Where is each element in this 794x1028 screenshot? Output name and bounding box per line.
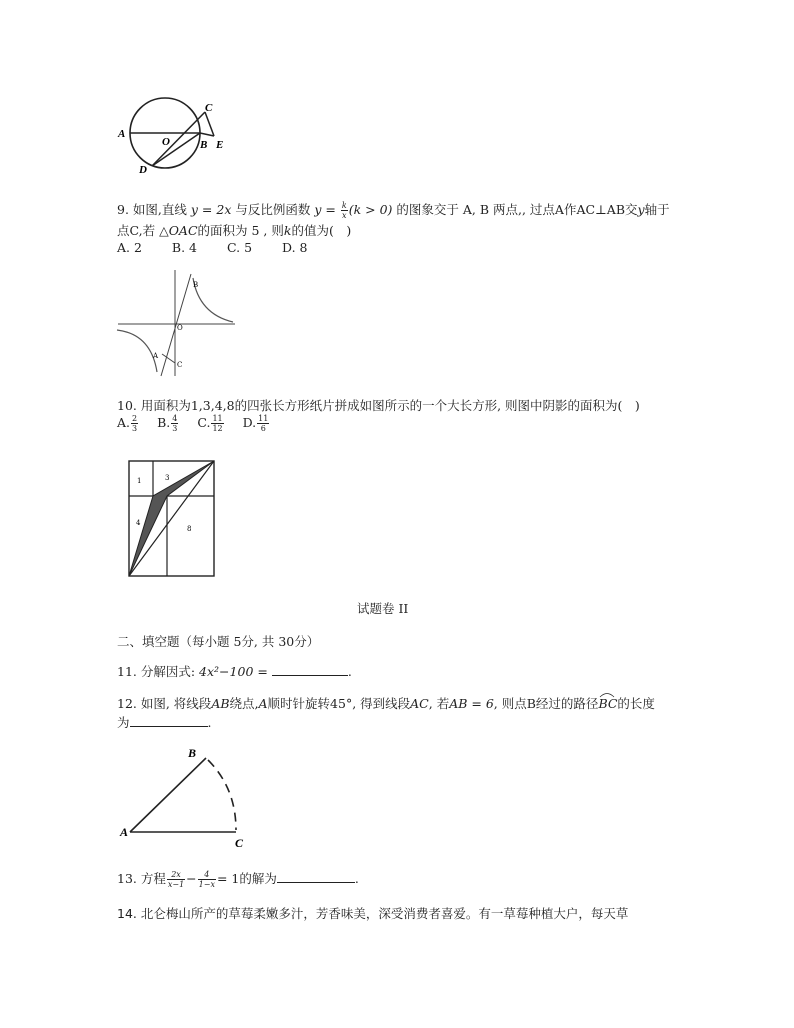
q13-period: .	[354, 871, 359, 886]
q9-var-k: k	[283, 223, 292, 238]
q13-minus: −	[186, 871, 197, 886]
q12-text: 12. 如图, 将线段	[117, 696, 212, 711]
q8-circle-figure	[110, 95, 230, 180]
q10-area-4: 4	[136, 519, 141, 527]
q13-fraction-1: $\frac{2x}{x-1}$	[167, 870, 185, 889]
q13-answer-blank[interactable]	[277, 870, 355, 883]
q12-label-C: C	[235, 836, 244, 850]
q14-stem: 14. 北仑梅山所产的草莓柔嫩多汁，芳香味美，深受消费者喜爱。有一草莓种植大户，每天草	[117, 906, 629, 921]
q9-text: 的面积为 5 , 则	[197, 223, 284, 238]
q9-label-B: B	[193, 281, 199, 289]
q13-fraction-2: $\frac{4}{1-x}$	[198, 870, 215, 889]
q9-graph-figure	[115, 268, 245, 380]
q12-text: 的长度	[617, 696, 655, 711]
q10-rectangle-figure	[127, 459, 217, 579]
q12-seg-ac: AC	[410, 696, 429, 711]
q9-condition: (k > 0)	[348, 202, 393, 217]
q9-label-A: A	[153, 352, 159, 360]
q10-area-3: 3	[165, 474, 170, 482]
q9-text: 与反比例函数	[235, 202, 311, 217]
q12-text: , 若	[428, 696, 450, 711]
q9-text: 的图象交于 A, B 两点,, 过点A作AC⊥AB交	[396, 202, 638, 217]
q10-option-b: B. $\frac{4}{3}$	[157, 414, 178, 433]
q12-seg-ab: AB	[211, 696, 230, 711]
q9-number: 9.	[117, 202, 129, 217]
label-E: E	[216, 139, 224, 151]
q9-options	[117, 240, 334, 255]
q12-label-B: B	[188, 746, 197, 760]
q9-text: 的值为( )	[291, 223, 352, 238]
q11	[117, 662, 352, 680]
q12-answer-blank[interactable]	[130, 714, 208, 727]
q9-option-a: A. 2	[117, 240, 142, 255]
q9-text: 如图,直线	[132, 202, 187, 217]
q9-fraction: $\frac{k}{x}$	[341, 201, 347, 220]
label-C: C	[205, 102, 213, 114]
q13-text: 13. 方程	[117, 871, 166, 886]
q11-answer-blank[interactable]	[272, 663, 348, 676]
q10-stem: 10. 用面积为1,3,4,8的四张长方形纸片拼成如图所示的一个大长方形, 则图中阴影的面积为( )	[117, 398, 640, 413]
q12-arc-bc: BC	[598, 696, 617, 711]
q10-options	[117, 414, 284, 433]
q11-period: .	[347, 664, 352, 679]
q9-triangle: OAC	[168, 223, 198, 238]
q12-period: .	[207, 715, 212, 730]
q11-expression: 4x²−100 =	[199, 664, 268, 679]
q12-rotation-figure	[118, 744, 253, 849]
q9-option-d: D. 8	[282, 240, 308, 255]
q10-option-c: C. $\frac{11}{12}$	[197, 414, 223, 433]
q9-text: 点C,若 △	[117, 223, 169, 238]
label-O: O	[162, 136, 170, 148]
q11-text: 11. 分解因式:	[117, 664, 200, 679]
part2-header: 二、填空题（每小题 5分, 共 30分）	[117, 634, 320, 649]
q12-label-A: A	[120, 825, 129, 839]
q9-var-y: y	[637, 202, 645, 217]
q13	[117, 869, 359, 889]
label-D: D	[139, 164, 147, 176]
q9-stem-line1	[117, 200, 670, 220]
q12-text: 顺时针旋转45°, 得到线段	[267, 696, 411, 711]
q9-equation-line: y = 2x	[190, 202, 232, 217]
q9-stem-line2	[117, 221, 351, 239]
q12-line1	[117, 694, 655, 712]
q12-text: 为	[117, 715, 130, 730]
q10-area-1: 1	[137, 477, 142, 485]
q9-label-O: O	[177, 324, 183, 332]
q10-option-a: A. $\frac{2}{3}$	[117, 414, 138, 433]
label-A: A	[118, 128, 126, 140]
q12-line2	[117, 713, 212, 731]
q10-area-8: 8	[187, 525, 192, 533]
q9-text: 轴于	[644, 202, 670, 217]
q12-point-a: A	[258, 696, 268, 711]
section-title: 试题卷 II	[357, 601, 409, 616]
q9-label-C: C	[177, 361, 183, 369]
q10-option-d: D. $\frac{11}{6}$	[242, 414, 269, 433]
q12-equation: AB = 6	[449, 696, 494, 711]
q9-option-b: B. 4	[171, 240, 198, 255]
q12-text: , 则点B经过的路径	[493, 696, 599, 711]
q12-text: 绕点,	[229, 696, 259, 711]
q9-equation-inverse: y =	[314, 202, 340, 217]
q9-option-c: C. 5	[227, 240, 253, 255]
label-B: B	[200, 139, 208, 151]
q13-text: = 1的解为	[216, 871, 277, 886]
